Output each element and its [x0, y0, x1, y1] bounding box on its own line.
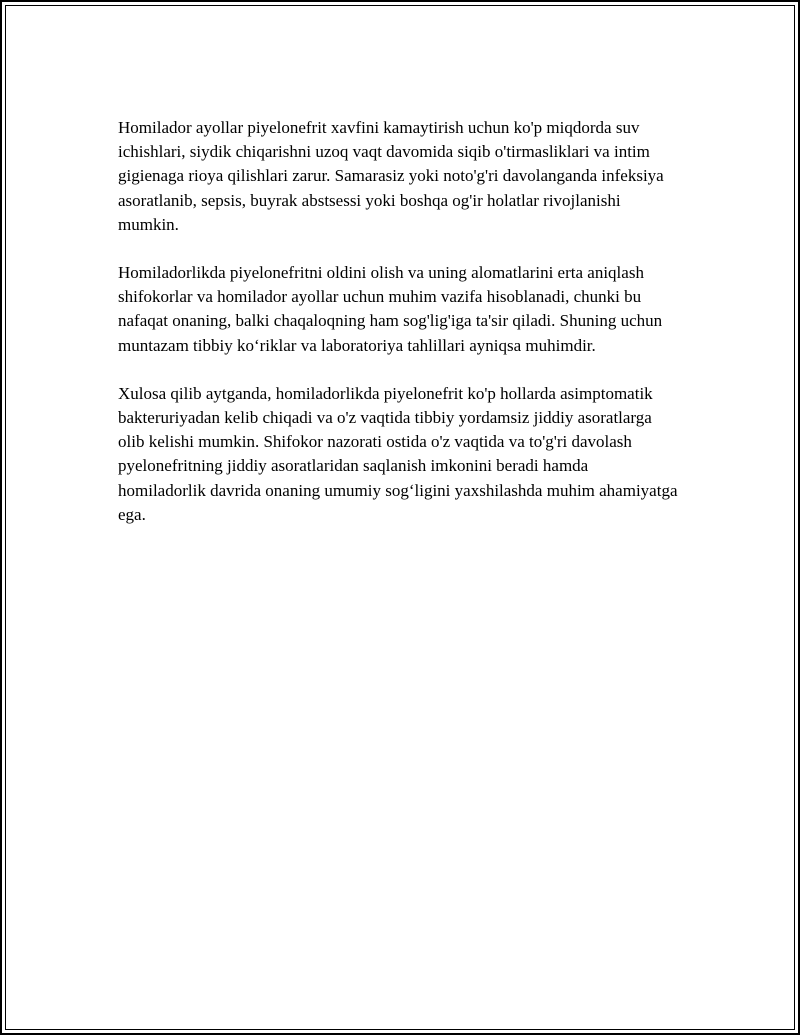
paragraph-2: Homiladorlikda piyelonefritni oldini olish va uning alomatlarini erta aniqlash shifokorlar va homilador ayollar uchun muhim vazifa hisoblanadi, chunki bu nafaqat onaning, balki chaqaloqning ham sog'lig'iga ta'sir qiladi. Shuning uchun muntazam tibbiy koʻriklar va laboratoriya tahlillari ayniqsa muhimdir.: [118, 263, 663, 355]
paragraph-3: Xulosa qilib aytganda, homiladorlikda piyelonefrit ko'p hollarda asimptomatik bakteruriyadan kelib chiqadi va o'z vaqtida tibbiy yordamsiz jiddiy asoratlarga olib kelishi mumkin. Shifokor nazorati ostida o'z vaqtida va to'g'ri davolash pyelonefritning jiddiy asoratlaridan saqlanish imkonini beradi hamda homiladorlik davrida onaning umumiy sogʻligini yaxshilashda muhim ahamiyatga ega.: [118, 383, 678, 524]
paragraph-1: Homilador ayollar piyelonefrit xavfini kamaytirish uchun ko'p miqdorda suv ichishlari, siydik chiqarishni uzoq vaqt davomida siqib o'tirmasliklari va intim gigienaga rioya qilishlari zarur. Samarasiz yoki noto'g'ri davolanganda infeksiya asoratlanib, sepsis, buyrak abstsessi yoki boshqa og'ir holatlar rivojlanishi mumkin.: [118, 118, 664, 234]
document-body: [118, 116, 678, 551]
